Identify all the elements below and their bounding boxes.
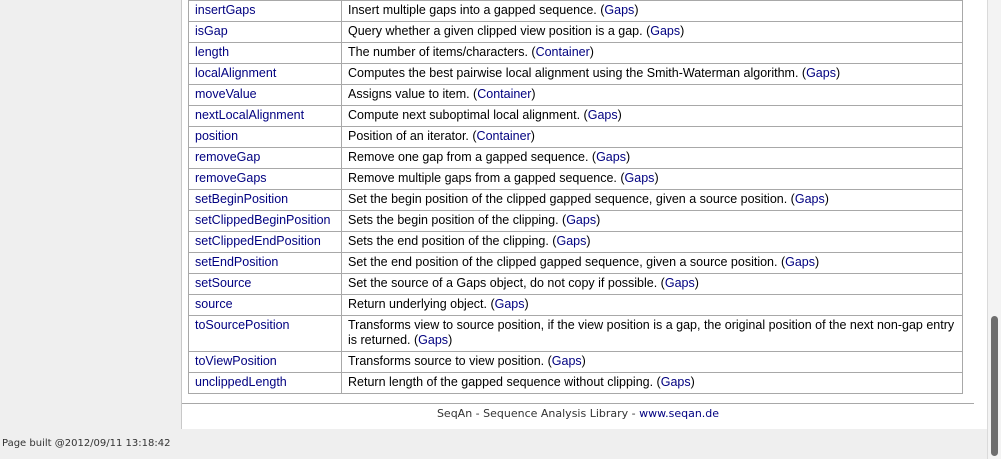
description-cell [342, 232, 963, 253]
description-cell [342, 22, 963, 43]
function-name-cell [189, 22, 342, 43]
class-link[interactable]: Gaps [556, 234, 587, 248]
table-row [189, 85, 963, 106]
table-row [189, 169, 963, 190]
closing-paren: ) [654, 171, 659, 185]
table-row [189, 253, 963, 274]
closing-paren: ) [680, 24, 685, 38]
table-row [189, 43, 963, 64]
class-link[interactable]: Gaps [624, 171, 655, 185]
description-cell [342, 253, 963, 274]
class-link[interactable]: Container [477, 87, 532, 101]
closing-paren: ) [617, 108, 622, 122]
description-cell [342, 295, 963, 316]
function-name-cell [189, 232, 342, 253]
function-name-cell [189, 373, 342, 394]
closing-paren: ) [690, 375, 695, 389]
table-row [189, 64, 963, 85]
class-link[interactable]: Gaps [494, 297, 525, 311]
description-text: Position of an iterator. ( [348, 129, 477, 143]
function-name-cell [189, 169, 342, 190]
class-link[interactable]: Gaps [418, 333, 449, 347]
description-text: Set the source of a Gaps object, do not copy if possible. ( [348, 276, 665, 290]
function-link[interactable]: moveValue [195, 87, 257, 101]
footer-text: SeqAn - Sequence Analysis Library - [436, 407, 640, 420]
description-text: Return length of the gapped sequence without clipping. ( [348, 375, 661, 389]
footer-divider [182, 403, 974, 404]
function-link[interactable]: setClippedBeginPosition [195, 213, 331, 227]
table-row [189, 148, 963, 169]
function-link[interactable]: setEndPosition [195, 255, 279, 269]
closing-paren: ) [589, 45, 594, 59]
description-text: Assigns value to item. ( [348, 87, 478, 101]
table-row [189, 190, 963, 211]
content-area [181, 0, 988, 429]
description-cell [342, 106, 963, 127]
description-text: Transforms view to source position, if the view position is a gap, the original position of the next non-gap entry is returned. ( [348, 318, 955, 347]
description-cell [342, 148, 963, 169]
function-link[interactable]: setClippedEndPosition [195, 234, 321, 248]
table-row [189, 352, 963, 373]
footer [182, 407, 974, 420]
class-link[interactable]: Gaps [806, 66, 836, 80]
function-link[interactable]: unclippedLength [195, 375, 287, 389]
description-cell [342, 211, 963, 232]
table-row [189, 22, 963, 43]
closing-paren: ) [586, 234, 591, 248]
table-row [189, 295, 963, 316]
function-link[interactable]: nextLocalAlignment [195, 108, 305, 122]
function-name-cell [189, 64, 342, 85]
closing-paren: ) [581, 354, 586, 368]
function-link[interactable]: setBeginPosition [195, 192, 289, 206]
function-name-cell [189, 1, 342, 22]
table-row [189, 211, 963, 232]
class-link[interactable]: Container [476, 129, 531, 143]
description-cell [342, 1, 963, 22]
description-text: Computes the best pairwise local alignment using the Smith-Waterman algorithm. ( [348, 66, 807, 80]
table-row [189, 373, 963, 394]
function-name-cell [189, 295, 342, 316]
class-link[interactable]: Gaps [664, 276, 695, 290]
description-text: Transforms source to view position. ( [348, 354, 552, 368]
function-name-cell [189, 211, 342, 232]
description-cell [342, 373, 963, 394]
description-text: Sets the end position of the clipping. ( [348, 234, 557, 248]
footer-link[interactable]: www.seqan.de [639, 407, 720, 420]
function-name-cell [189, 352, 342, 373]
scrollbar-thumb[interactable] [991, 316, 998, 456]
table-row [189, 127, 963, 148]
closing-paren: ) [824, 192, 829, 206]
function-name-cell [189, 148, 342, 169]
class-link[interactable]: Gaps [566, 213, 597, 227]
description-text: Set the end position of the clipped gapped sequence, given a source position. ( [348, 255, 786, 269]
closing-paren: ) [815, 255, 820, 269]
table-row [189, 232, 963, 253]
closing-paren: ) [596, 213, 601, 227]
function-name-cell [189, 316, 342, 352]
class-link[interactable]: Gaps [794, 192, 825, 206]
function-link[interactable]: localAlignment [195, 66, 277, 80]
description-text: Query whether a given clipped view position is a gap. ( [348, 24, 651, 38]
class-link[interactable]: Gaps [785, 255, 815, 269]
description-cell [342, 274, 963, 295]
description-text: Remove one gap from a gapped sequence. ( [348, 150, 597, 164]
function-name-cell [189, 43, 342, 64]
build-info: Page built @2012/09/11 13:18:42 [2, 438, 171, 449]
description-text: The number of items/characters. ( [348, 45, 536, 59]
table-row [189, 106, 963, 127]
description-cell [342, 190, 963, 211]
class-link[interactable]: Container [535, 45, 590, 59]
closing-paren: ) [625, 150, 631, 164]
closing-paren: ) [531, 87, 536, 101]
description-text: Return underlying object. ( [348, 297, 495, 311]
table-row [189, 1, 963, 22]
description-text: Compute next suboptimal local alignment. ( [348, 108, 588, 122]
class-link[interactable]: Gaps [587, 108, 618, 122]
function-link[interactable]: insertGaps [195, 3, 256, 17]
class-link[interactable]: Gaps [551, 354, 582, 368]
function-name-cell [189, 253, 342, 274]
description-text: Insert multiple gaps into a gapped sequence. ( [348, 3, 605, 17]
closing-paren: ) [634, 3, 639, 17]
class-link[interactable]: Gaps [596, 150, 626, 164]
description-cell [342, 352, 963, 373]
class-link[interactable]: Gaps [660, 375, 691, 389]
function-link[interactable]: position [195, 129, 239, 143]
function-link[interactable]: source [195, 297, 233, 311]
description-text: Sets the begin position of the clipping. ( [348, 213, 567, 227]
function-name-cell [189, 85, 342, 106]
description-cell [342, 85, 963, 106]
class-link[interactable]: Gaps [604, 3, 635, 17]
function-table [188, 0, 963, 394]
vertical-scrollbar[interactable] [987, 0, 1001, 459]
function-link[interactable]: toViewPosition [195, 354, 277, 368]
closing-paren: ) [530, 129, 535, 143]
table-row [189, 274, 963, 295]
function-link[interactable]: toSourcePosition [195, 318, 290, 332]
description-text: Remove multiple gaps from a gapped sequence. ( [348, 171, 625, 185]
closing-paren: ) [448, 333, 453, 347]
description-cell [342, 64, 963, 85]
table-row [189, 316, 963, 352]
function-name-cell [189, 190, 342, 211]
description-cell [342, 316, 963, 352]
closing-paren: ) [694, 276, 699, 290]
closing-paren: ) [524, 297, 529, 311]
description-cell [342, 43, 963, 64]
function-name-cell [189, 127, 342, 148]
function-link[interactable]: setSource [195, 276, 252, 290]
description-cell [342, 127, 963, 148]
closing-paren: ) [835, 66, 841, 80]
function-link[interactable]: removeGaps [195, 171, 267, 185]
class-link[interactable]: Gaps [650, 24, 681, 38]
description-text: Set the begin position of the clipped gapped sequence, given a source position. ( [348, 192, 795, 206]
function-link[interactable]: isGap [195, 24, 228, 38]
function-link[interactable]: removeGap [195, 150, 261, 164]
function-name-cell [189, 274, 342, 295]
description-cell [342, 169, 963, 190]
function-link[interactable]: length [195, 45, 230, 59]
function-name-cell [189, 106, 342, 127]
left-sidebar [0, 0, 181, 429]
